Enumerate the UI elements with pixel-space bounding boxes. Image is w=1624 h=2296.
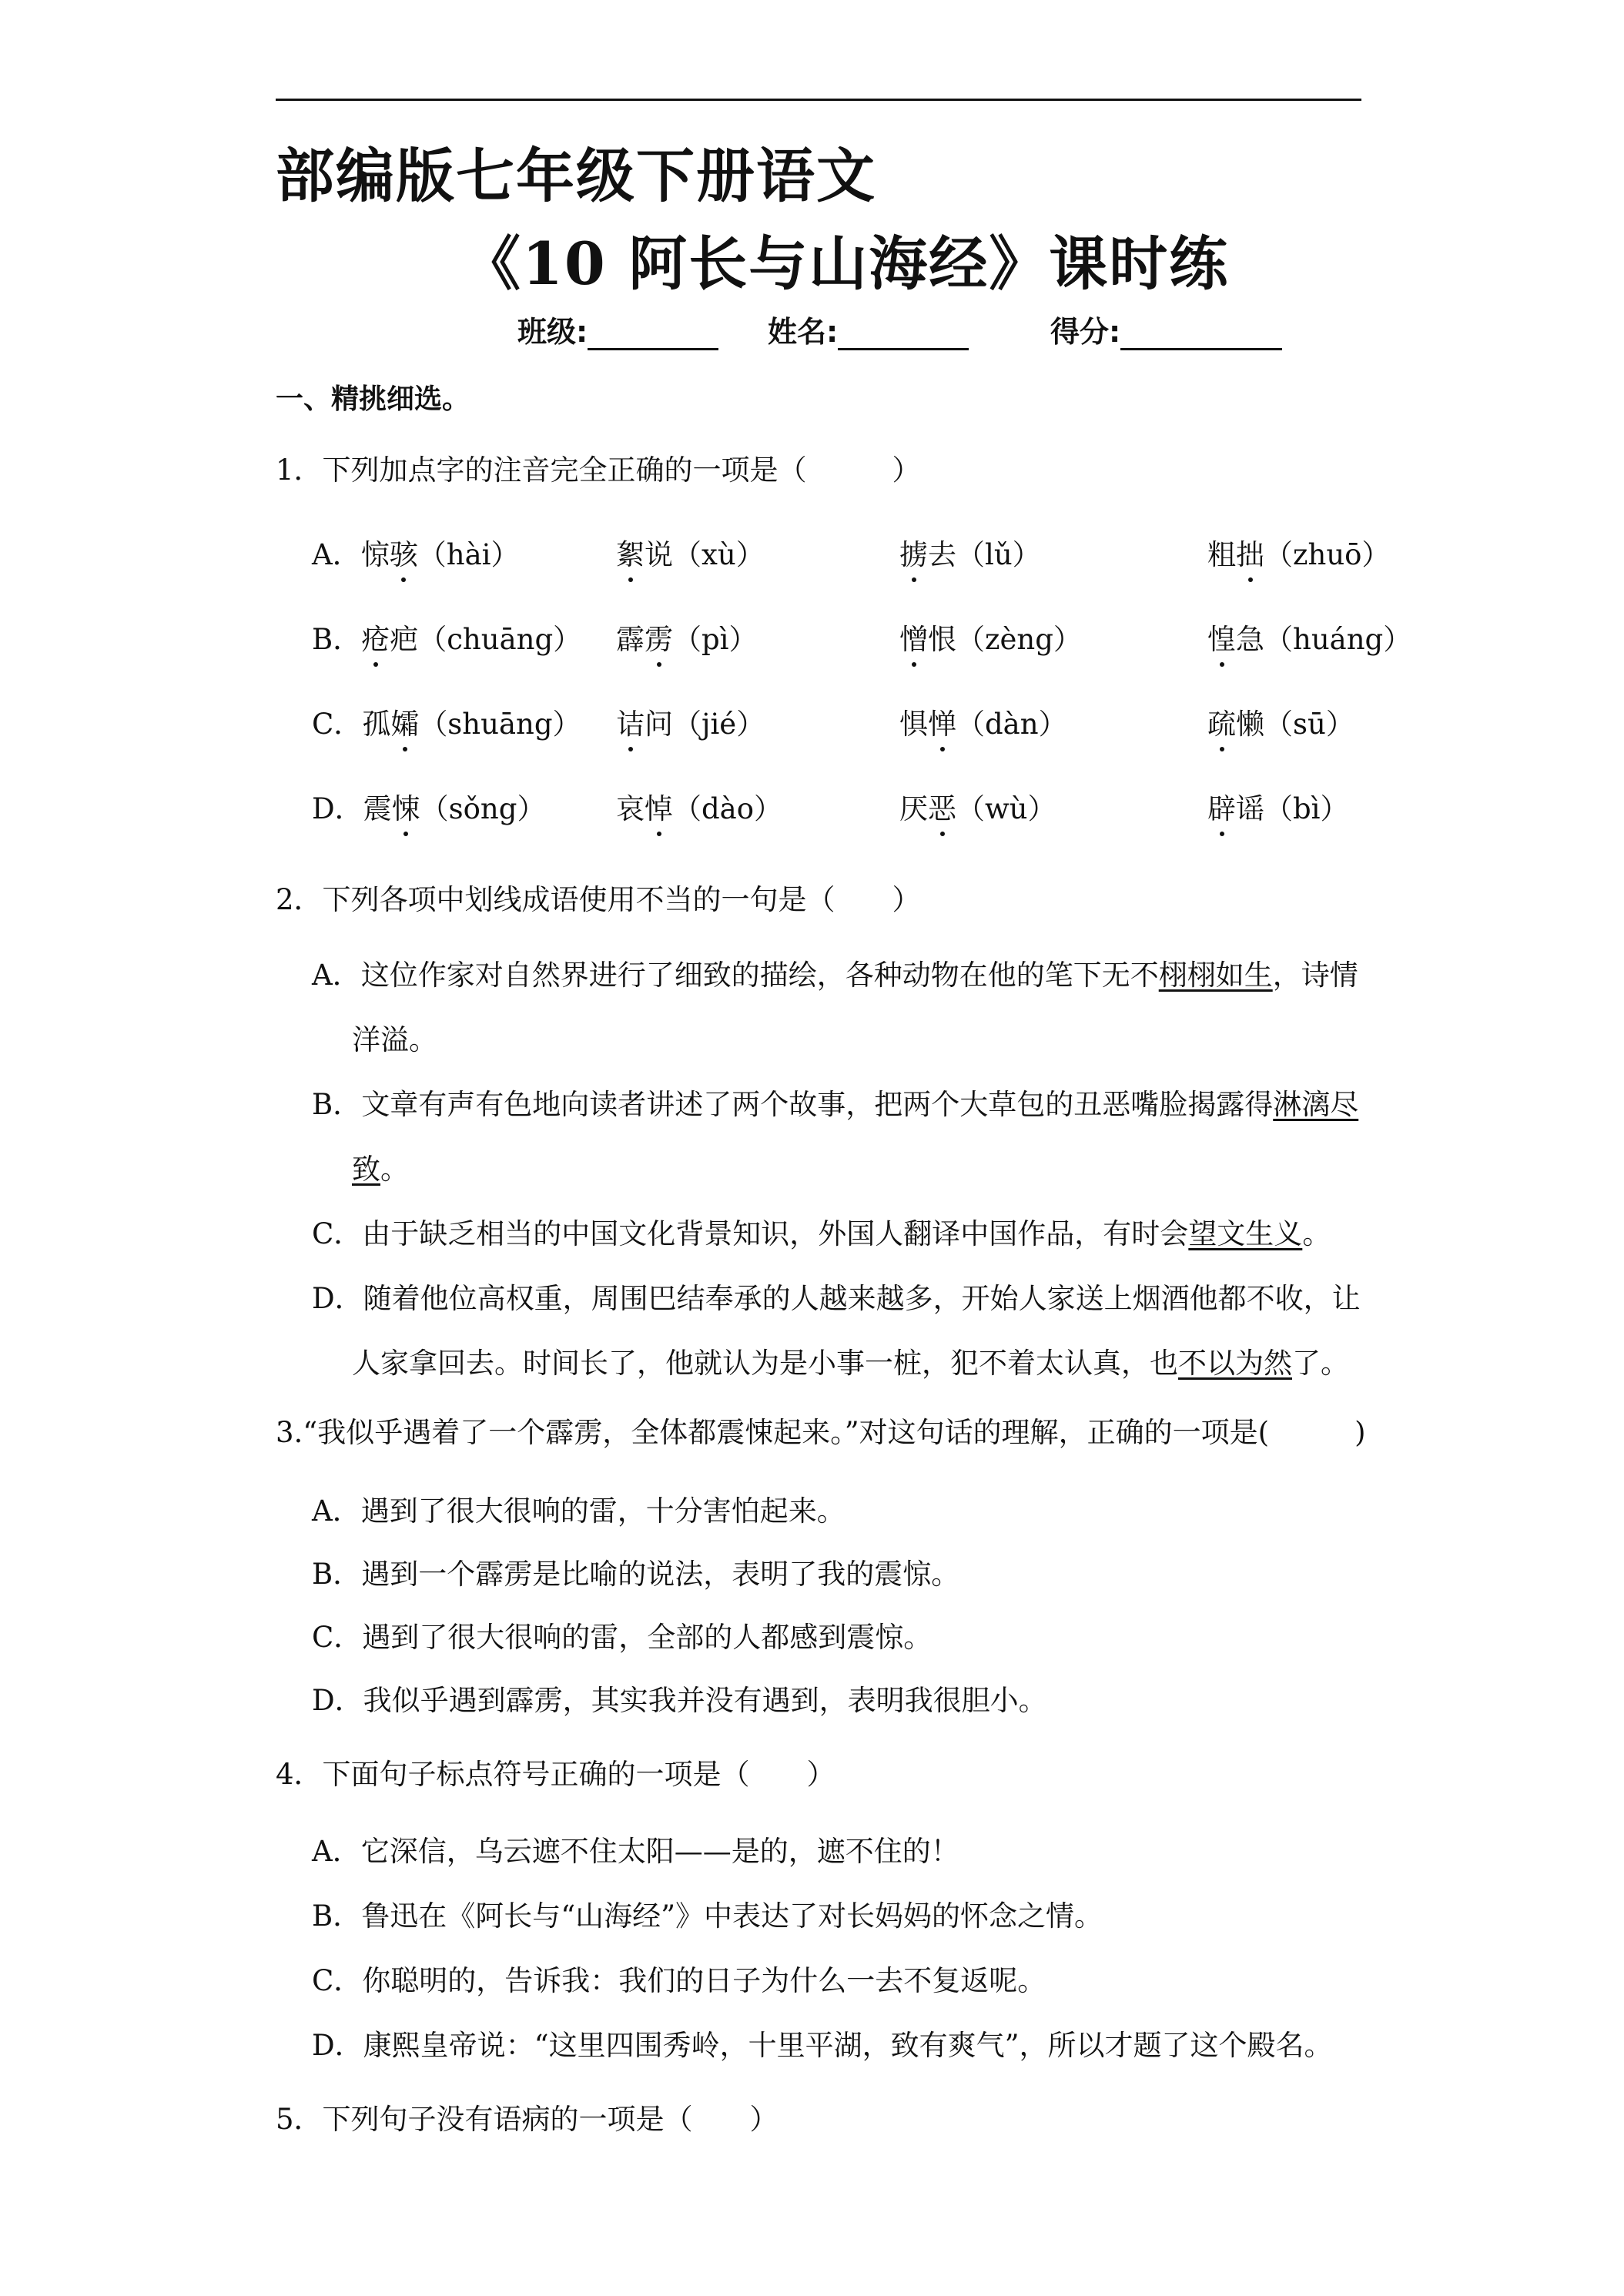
class-blank[interactable]: [588, 319, 718, 350]
score-label: 得分:: [1050, 315, 1121, 349]
q3-option-d: D．我似乎遇到霹雳，其实我并没有遇到，表明我很胆小。: [312, 1684, 1047, 1717]
q1-option-c-item-1: C．孤孀（shuāng）: [312, 708, 581, 741]
q1-option-b-item-1: B．疮疤（chuāng）: [312, 623, 582, 656]
section-title: 一、精挑细选。: [276, 383, 470, 415]
q3-stem: 3.“我似乎遇着了一个霹雳，全体都震悚起来。”对这句话的理解，正确的一项是( ): [276, 1416, 1366, 1449]
q1-option-a-item-1: A．惊骇（hài）: [312, 538, 520, 571]
q1-option-c-item-2: 诘问（jié）: [616, 708, 765, 741]
q4-option-d: D．康熙皇帝说：“这里四围秀岭，十里平湖，致有爽气”，所以才题了这个殿名。: [312, 2029, 1333, 2062]
q1-option-c-item-4: 疏懒（sū）: [1207, 708, 1354, 741]
page-title-line1: 部编版七年级下册语文: [276, 142, 876, 210]
q3-option-c: C．遇到了很大很响的雷，全部的人都感到震惊。: [312, 1621, 933, 1654]
q4-option-c: C．你聪明的，告诉我：我们的日子为什么一去不复返呢。: [312, 1964, 1046, 1997]
q4-stem: 4．下面句子标点符号正确的一项是（ ）: [276, 1758, 835, 1791]
dotted-character: 诘: [616, 708, 645, 741]
q1-option-a-item-2: 絮说（xù）: [616, 538, 765, 571]
q2-option-a: A．这位作家对自然界进行了细致的描绘，各种动物在他的笔下无不栩栩如生，诗情: [312, 959, 1358, 992]
dotted-character: 孀: [390, 708, 420, 741]
q1-option-d-item-4: 辟谣（bì）: [1207, 792, 1349, 825]
q1-option-label: D．: [312, 792, 363, 825]
q1-option-d-item-2: 哀悼（dào）: [616, 792, 783, 825]
q1-option-b-item-2: 霹雳（pì）: [616, 623, 758, 656]
q2-option-a-cont: 洋溢。: [352, 1023, 437, 1056]
q1-option-label: B．: [312, 623, 362, 656]
q3-option-a: A．遇到了很大很响的雷，十分害怕起来。: [312, 1494, 845, 1528]
dotted-character: 辟: [1207, 792, 1236, 825]
q2-a-idiom: 栩栩如生: [1158, 959, 1273, 992]
q1-option-b-item-3: 憎恨（zèng）: [899, 623, 1082, 656]
q3-option-b: B．遇到一个霹雳是比喻的说法，表明了我的震惊。: [312, 1558, 960, 1591]
score-field[interactable]: [1050, 308, 1282, 350]
dotted-character: 恶: [928, 792, 956, 825]
dotted-character: 悼: [645, 792, 673, 825]
q1-stem: 1．下列加点字的注音完全正确的一项是（ ）: [276, 454, 921, 487]
q1-option-a-item-4: 粗拙（zhuō）: [1207, 538, 1391, 571]
name-label: 姓名:: [768, 315, 839, 349]
q4-option-b: B．鲁迅在《阿长与“山海经”》中表达了对长妈妈的怀念之情。: [312, 1899, 1103, 1933]
q1-option-c-item-3: 惧惮（dàn）: [899, 708, 1067, 741]
q2-stem: 2．下列各项中划线成语使用不当的一句是（ ）: [276, 883, 921, 916]
dotted-character: 惮: [928, 708, 956, 741]
class-field[interactable]: [517, 308, 718, 350]
dotted-character: 疏: [1207, 708, 1236, 741]
q2-option-d: D．随着他位高权重，周围巴结奉承的人越来越多，开始人家送上烟酒他都不收，让: [312, 1282, 1361, 1315]
class-label: 班级:: [517, 315, 588, 349]
q1-option-a-item-3: 掳去（lǔ）: [899, 538, 1041, 571]
dotted-character: 骇: [389, 538, 418, 571]
q1-option-d-item-1: D．震悚（sǒng）: [312, 792, 546, 825]
q2-b-idiom: 淋漓尽: [1273, 1088, 1359, 1121]
q2-option-b: B．文章有声有色地向读者讲述了两个故事，把两个大草包的丑恶嘴脸揭露得淋漓尽: [312, 1088, 1359, 1121]
q2-option-b-cont: 致。: [352, 1153, 409, 1186]
q2-option-d-cont: 人家拿回去。时间长了，他就认为是小事一桩，犯不着太认真，也不以为然了。: [352, 1347, 1349, 1380]
name-blank[interactable]: [838, 319, 969, 350]
page-title-line2: 《10 阿长与山海经》课时练: [462, 229, 1230, 298]
name-field[interactable]: [768, 308, 969, 350]
dotted-character: 絮: [616, 538, 645, 571]
q1-option-label: C．: [312, 708, 363, 741]
dotted-character: 拙: [1236, 538, 1264, 571]
q1-option-d-item-3: 厌恶（wù）: [899, 792, 1056, 825]
q1-option-label: A．: [312, 538, 361, 571]
q2-d-idiom: 不以为然: [1178, 1347, 1292, 1380]
score-blank[interactable]: [1120, 319, 1282, 350]
q5-stem: 5．下列句子没有语病的一项是（ ）: [276, 2103, 779, 2136]
dotted-character: 悚: [391, 792, 420, 825]
q2-c-idiom: 望文生义: [1188, 1217, 1303, 1250]
dotted-character: 憎: [899, 623, 928, 656]
q4-option-a: A．它深信，乌云遮不住太阳——是的，遮不住的！: [312, 1835, 959, 1868]
dotted-character: 雳: [645, 623, 673, 656]
header-rule: [276, 99, 1361, 101]
dotted-character: 疮: [361, 623, 390, 656]
q1-option-b-item-4: 惶急（huáng）: [1207, 623, 1412, 656]
dotted-character: 惶: [1207, 623, 1236, 656]
q2-option-c: C．由于缺乏相当的中国文化背景知识，外国人翻译中国作品，有时会望文生义。: [312, 1217, 1331, 1250]
dotted-character: 掳: [899, 538, 928, 571]
